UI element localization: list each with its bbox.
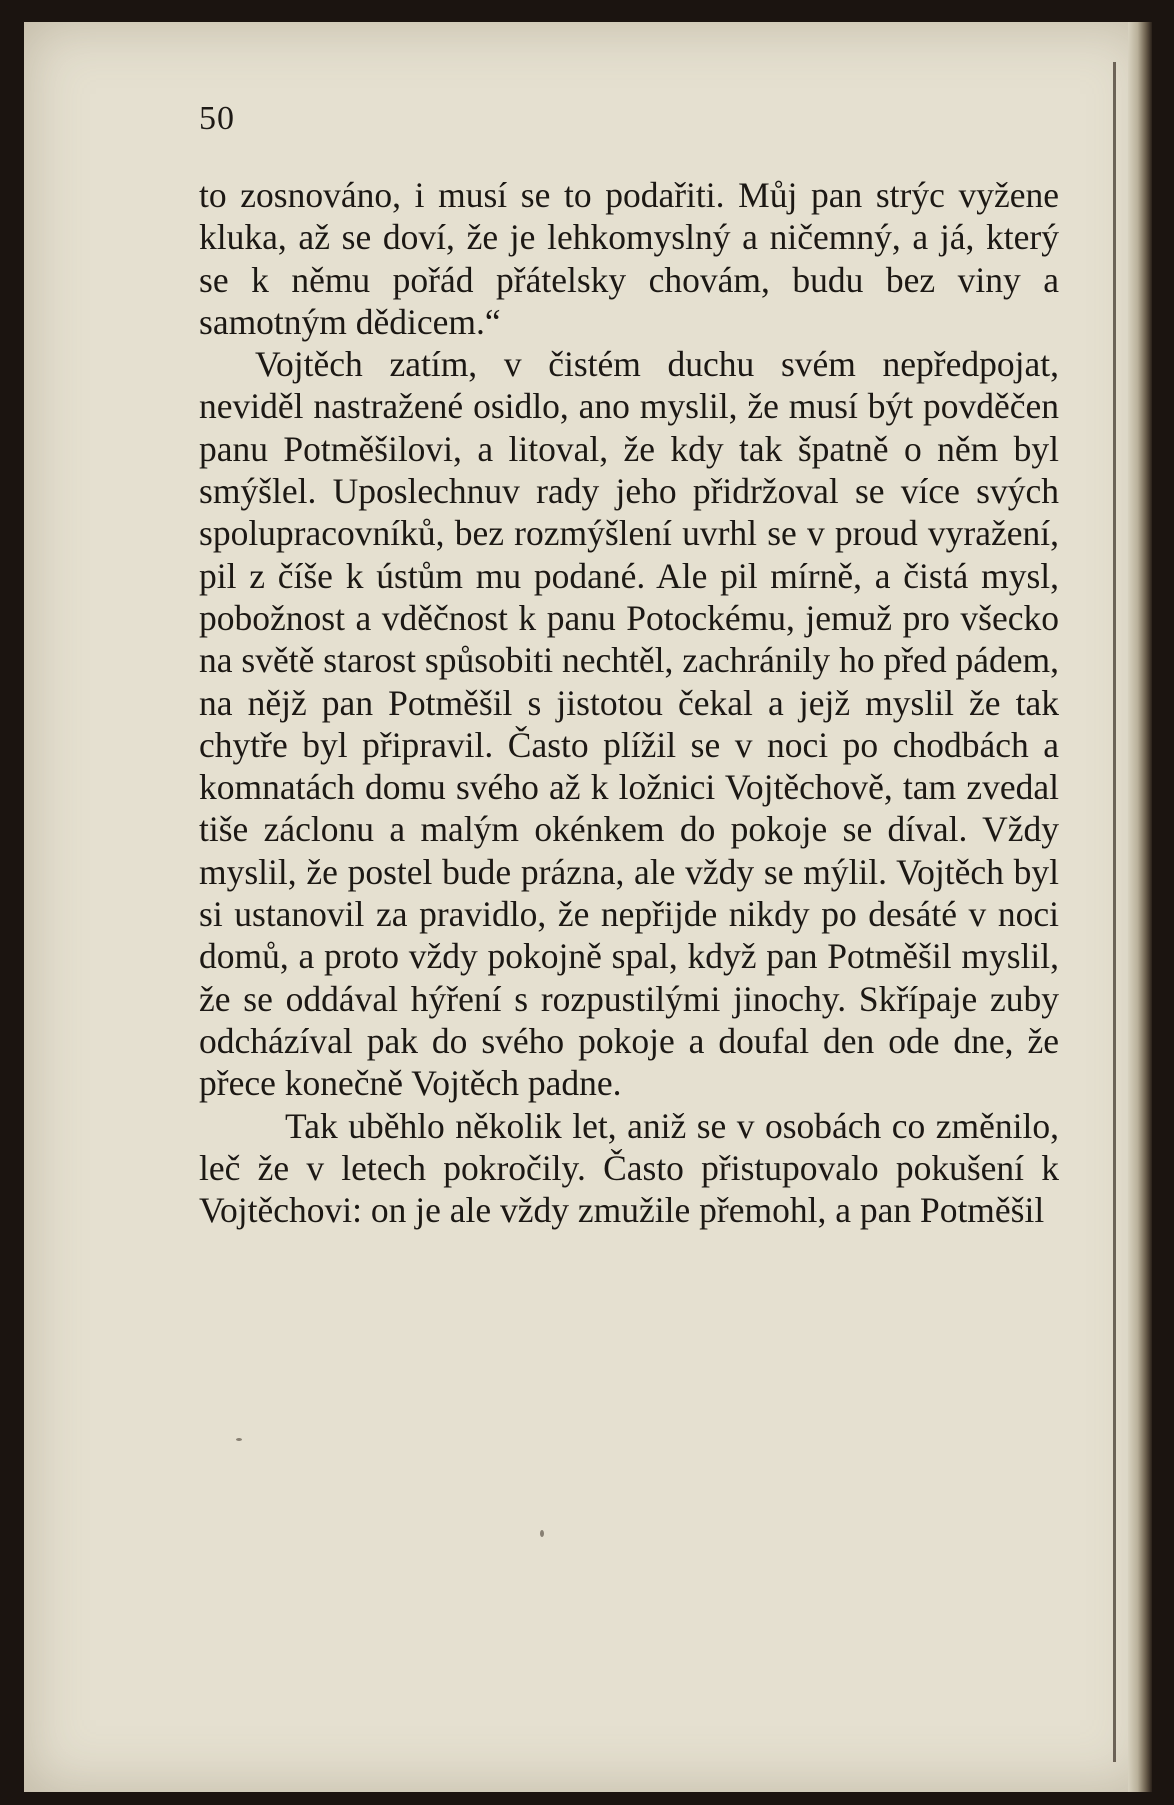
speck (236, 1438, 242, 1441)
body-text (199, 174, 1059, 1231)
paragraph-3: Tak uběhlo několik let, aniž se v osobách co změnilo, leč že v letech pokročily. Často přistupovalo pokušení k Vojtěchovi: on je ale vždy zmužile přemohl, a pan Potměšil (199, 1105, 1059, 1231)
paragraph-1: to zosnováno, i musí se to podařiti. Můj pan strýc vyžene kluka, až se doví, že je lehkomyslný a ničemný, a já, který se k němu pořád přátelsky chovám, budu bez viny a samotným dědicem.“ (199, 175, 1059, 342)
paragraph-2: Vojtěch zatím, v čistém duchu svém nepředpojat, neviděl nastražené osidlo, ano myslil, že musí být povděčen panu Potměšilovi, a litoval, že kdy tak špatně o něm byl smýšlel. Uposlechnuv rady jeho přidržoval se více svých spolupracovníků, bez rozmýšlení uvrhl se v proud vyražení, pil z číše k ústům mu podané. Ale pil mírně, a čistá mysl, pobožnost a vděčnost k panu Potockému, jemuž pro všecko na světě starost spůsobiti nechtěl, zachránily ho před pádem, na nějž pan Potměšil s jistotou čekal a jejž myslil že tak chytře byl připravil. Často plížil se v noci po chodbách a komnatách domu svého až k ložnici Vojtěchově, tam zvedal tiše záclonu a malým okénkem do pokoje se díval. Vždy myslil, že postel bude prázna, ale vždy se mýlil. Vojtěch byl si ustanovil za pravidlo, že nepřijde nikdy po desáté v noci domů, a proto vždy pokojně spal, když pan Potměšil myslil, že se oddával hýření s rozpustilými jinochy. Skřípaje zuby odcházíval pak do svého pokoje a doufal den ode dne, že přece konečně Vojtěch padne. (199, 344, 1059, 1104)
binding-shadow-line (1113, 62, 1116, 1762)
page-number: 50 (199, 100, 235, 137)
binding-edge (1128, 22, 1152, 1792)
speck (540, 1530, 544, 1537)
